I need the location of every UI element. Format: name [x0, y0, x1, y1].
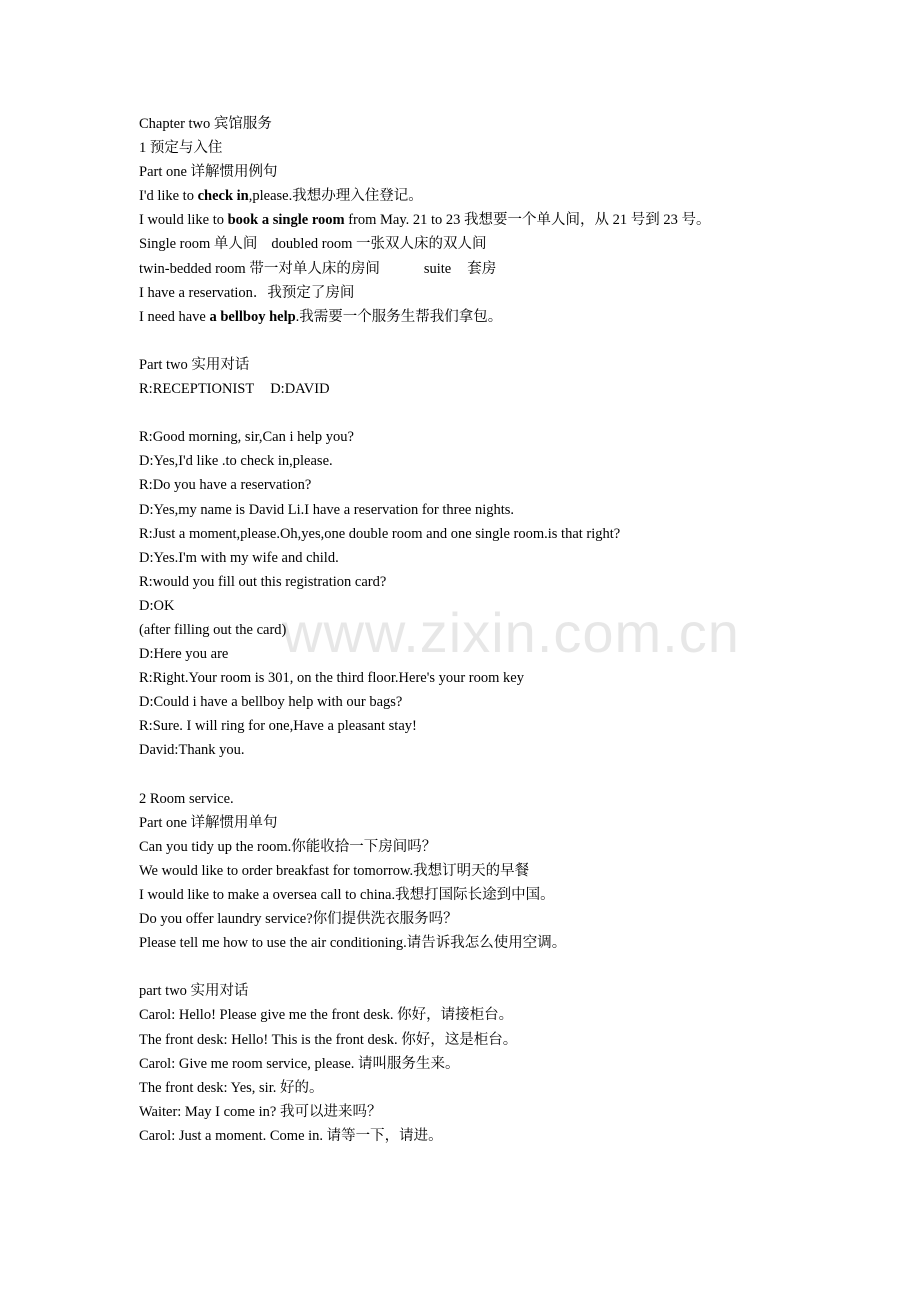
vocab-room-types [139, 232, 899, 256]
dialogue-line: R:would you fill out this registration card? [139, 573, 387, 590]
blank-line [139, 955, 899, 979]
phrase-keyword: check in [197, 188, 249, 205]
part-one-heading: Part one 详解惯用单句 [139, 814, 278, 831]
phrase-line: Do you offer laundry service?你们提供洗衣服务吗？ [139, 911, 458, 928]
part-two-heading: part two 实用对话 [139, 983, 249, 1000]
phrase-line: We would like to order breakfast for tomorrow.我想订明天的早餐 [139, 862, 530, 879]
phrase-text: I would like to [139, 212, 228, 229]
phrase-text: .我需要一个服务生帮我们拿包。 [295, 308, 503, 325]
dialogue-line: D:Yes.I'm with my wife and child. [139, 549, 339, 566]
phrase-text: I need have [139, 308, 210, 325]
dialogue-line: Carol: Give me room service, please. 请叫服务生来。 [139, 1055, 460, 1072]
phrase-text: ,please.我想办理入住登记。 [248, 188, 423, 205]
dialogue-line: D:Here you are [139, 646, 229, 663]
dialogue-line: R:Good morning, sir,Can i help you? [139, 429, 354, 446]
dialogue-line: D:Yes,I'd like .to check in,please. [139, 453, 333, 470]
vocab-twin-suite [139, 257, 899, 281]
dialogue-line: David:Thank you. [139, 742, 245, 759]
chapter-title: Chapter two 宾馆服务 [139, 116, 272, 132]
dialogue-roles [139, 377, 899, 401]
part-one-heading: Part one 详解惯用例句 [139, 164, 278, 181]
dialogue-line: The front desk: Yes, sir. 好的。 [139, 1079, 324, 1096]
phrase-keyword: book a single room [227, 212, 345, 229]
dialogue-line: R:Sure. I will ring for one,Have a pleasant stay! [139, 718, 417, 735]
dialogue-line: Waiter: May I come in? 我可以进来吗？ [139, 1103, 382, 1120]
dialogue-line: (after filling out the card) [139, 621, 287, 638]
dialogue-line: Carol: Hello! Please give me the front desk. 你好，请接柜台。 [139, 1007, 514, 1024]
phrase-line: I would like to make a oversea call to china.我想打国际长途到中国。 [139, 887, 555, 903]
dialogue-line: R:Do you have a reservation? [139, 477, 312, 494]
watermark: www.zixin.com.cn [282, 601, 740, 664]
dialogue-line: D:Yes,my name is David Li.I have a reservation for three nights. [139, 501, 515, 518]
role-david: D:DAVID [270, 381, 330, 398]
dialogue-line: D:Could i have a bellboy help with our bags? [139, 694, 403, 711]
phrase-keyword: a bellboy help [209, 308, 296, 325]
dialogue-line: R:Just a moment,please.Oh,yes,one double room and one single room.is that right? [139, 525, 621, 542]
blank-line [139, 401, 899, 425]
phrase-text: from May. 21 to 23 我想要一个单人间，从 21 号到 23 号。 [344, 212, 711, 229]
phrase-check-in [139, 184, 899, 208]
blank-line [139, 329, 899, 353]
dialogue-line: D:OK [139, 597, 175, 614]
phrase-line: Can you tidy up the room.你能收拾一下房间吗？ [139, 838, 437, 855]
vocab-suite: suite [423, 260, 452, 277]
dialogue-line: The front desk: Hello! This is the front desk. 你好，这是柜台。 [139, 1031, 518, 1048]
dialogue-line: Carol: Just a moment. Come in. 请等一下，请进。 [139, 1127, 443, 1144]
vocab-double-room: doubled room 一张双人床的双人间 [271, 236, 487, 253]
phrase-reservation: I have a reservation．我预定了房间 [139, 284, 355, 301]
phrase-text: I'd like to [139, 188, 198, 205]
phrase-book-room [139, 208, 899, 232]
blank-line [139, 763, 899, 787]
vocab-single-room: Single room 单人间 [139, 236, 258, 253]
part-two-heading: Part two 实用对话 [139, 356, 250, 373]
role-receptionist: R:RECEPTIONIST [139, 381, 255, 398]
dialogue-line: R:Right.Your room is 301, on the third floor.Here's your room key [139, 670, 524, 687]
vocab-twin-room: twin-bedded room 带一对单人床的房间 [139, 260, 380, 277]
vocab-suite-cn: 套房 [467, 260, 497, 277]
phrase-bellboy [139, 305, 899, 329]
section-heading-booking: 1 预定与入住 [139, 140, 223, 157]
section-heading-room-service: 2 Room service. [139, 790, 234, 807]
phrase-line: Please tell me how to use the air conditioning.请告诉我怎么使用空调。 [139, 935, 567, 952]
